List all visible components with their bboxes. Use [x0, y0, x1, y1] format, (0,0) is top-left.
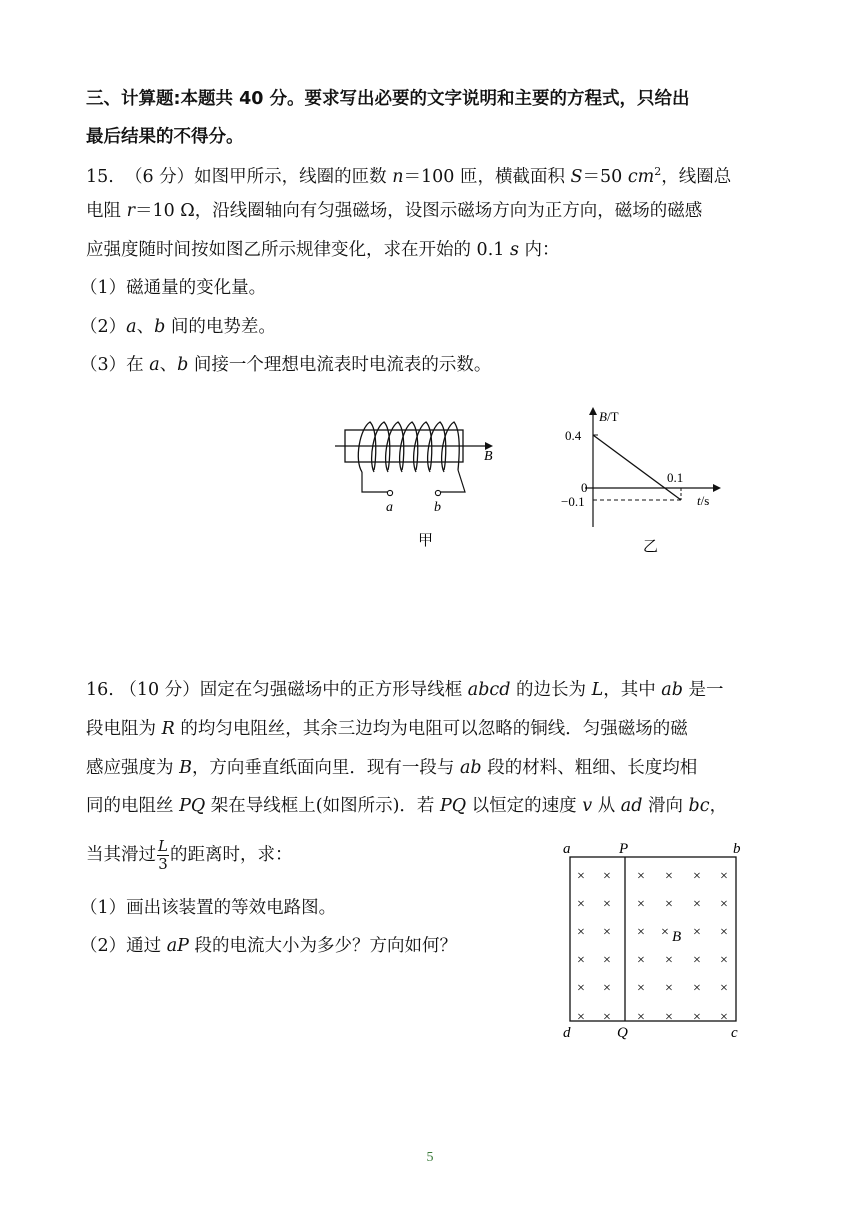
q15-line-3: 应强度随时间按如图乙所示规律变化，求在开始的 0.1 s 内：: [86, 240, 560, 260]
field-cross: ×: [661, 925, 669, 940]
q16-line-5: 当其滑过 $\frac{L}{3}$ 的距离时，求：: [86, 837, 293, 873]
field-cross: ×: [665, 1010, 673, 1025]
field-cross: ×: [577, 869, 585, 884]
corner-a-label: a: [563, 841, 571, 857]
tick-0: 0: [581, 480, 588, 495]
field-cross: ×: [577, 953, 585, 968]
field-cross: ×: [637, 981, 645, 996]
q15-part-2: （2）a、b 间的电势差。: [80, 317, 276, 337]
field-cross: ×: [637, 925, 645, 940]
q16-line-4: 同的电阻丝 PQ 架在导线框上(如图所示)．若 PQ 以恒定的速度 v 从 ad 滑向 bc，: [86, 796, 728, 816]
q16-line-2: 段电阻为 R 的均匀电阻丝，其余三边均为电阻可以忽略的铜线．匀强磁场的磁: [86, 719, 688, 739]
field-cross: ×: [720, 1010, 728, 1025]
q15-line-2: 电阻 r＝10 Ω，沿线圈轴向有匀强磁场，设图示磁场方向为正方向，磁场的磁感: [86, 201, 703, 221]
corner-d-label: d: [563, 1025, 571, 1041]
field-cross: ×: [693, 1010, 701, 1025]
y-axis-label: B/T: [599, 409, 619, 424]
q16-part-1: （1）画出该装置的等效电路图。: [80, 898, 337, 918]
q15-line-1: 15. （6 分）如图甲所示，线圈的匝数 n＝100 匝，横截面积 S＝50 $cm^2$，线圈总: [86, 165, 732, 187]
label-B: B: [484, 449, 493, 464]
figure-jia-coil: [330, 410, 510, 560]
field-cross: ×: [693, 981, 701, 996]
field-cross: ×: [577, 981, 585, 996]
figure-jia-caption: 甲: [418, 533, 434, 549]
figure-yi-graph: [555, 405, 735, 560]
section-heading-line-2: 最后结果的不得分。: [86, 127, 244, 147]
tick-0.4: 0.4: [565, 428, 582, 443]
terminal-b-label: b: [434, 500, 441, 515]
field-cross: ×: [665, 981, 673, 996]
field-cross: ×: [720, 953, 728, 968]
fraction-L-over-3: $\frac{L}{3}$: [158, 837, 168, 873]
q16-line-1: 16. （10 分）固定在匀强磁场中的正方形导线框 abcd 的边长为 L，其中 ab 是一: [86, 680, 724, 700]
field-cross: ×: [577, 925, 585, 940]
corner-c-label: c: [731, 1025, 738, 1041]
field-cross: ×: [577, 897, 585, 912]
q15-part-1: （1）磁通量的变化量。: [80, 278, 267, 298]
corner-b-label: b: [733, 841, 741, 857]
figure-yi-caption: 乙: [643, 539, 659, 555]
tick-0.1: 0.1: [667, 470, 684, 485]
field-cross: ×: [637, 1010, 645, 1025]
field-cross: ×: [603, 1010, 611, 1025]
field-cross: ×: [637, 897, 645, 912]
q15-part-3: （3）在 a、b 间接一个理想电流表时电流表的示数。: [80, 355, 492, 375]
field-cross: ×: [665, 953, 673, 968]
field-cross: ×: [720, 981, 728, 996]
page-number: 5: [426, 1150, 434, 1165]
field-cross: ×: [637, 869, 645, 884]
field-B-label: B: [672, 929, 682, 945]
field-cross: ×: [603, 869, 611, 884]
figure-q16-frame: [555, 835, 755, 1045]
field-cross: ×: [577, 1010, 585, 1025]
y-axis-unit: /T: [606, 409, 619, 424]
field-cross: ×: [720, 869, 728, 884]
terminal-a-label: a: [386, 500, 393, 515]
q16-line-3: 感应强度为 B，方向垂直纸面向里．现有一段与 ab 段的材料、粗细、长度均相: [86, 758, 698, 778]
field-cross: ×: [603, 897, 611, 912]
field-cross: ×: [720, 925, 728, 940]
field-cross: ×: [693, 925, 701, 940]
field-cross: ×: [720, 897, 728, 912]
field-cross: ×: [637, 953, 645, 968]
field-cross: ×: [603, 953, 611, 968]
field-cross: ×: [693, 953, 701, 968]
field-cross: ×: [693, 869, 701, 884]
field-cross: ×: [665, 869, 673, 884]
x-axis-label: t/s: [697, 493, 710, 508]
field-cross: ×: [665, 897, 673, 912]
point-P-label: P: [619, 841, 629, 857]
magnetic-field-crosses: [577, 869, 728, 1025]
field-cross: ×: [603, 981, 611, 996]
section-heading-line-1: 三、计算题:本题共 40 分。要求写出必要的文字说明和主要的方程式，只给出: [86, 89, 690, 109]
tick-minus-0.1: −0.1: [561, 494, 585, 509]
field-cross: ×: [693, 897, 701, 912]
q16-part-2: （2）通过 aP 段的电流大小为多少？方向如何？: [80, 936, 457, 956]
field-cross: ×: [603, 925, 611, 940]
point-Q-label: Q: [617, 1025, 628, 1041]
